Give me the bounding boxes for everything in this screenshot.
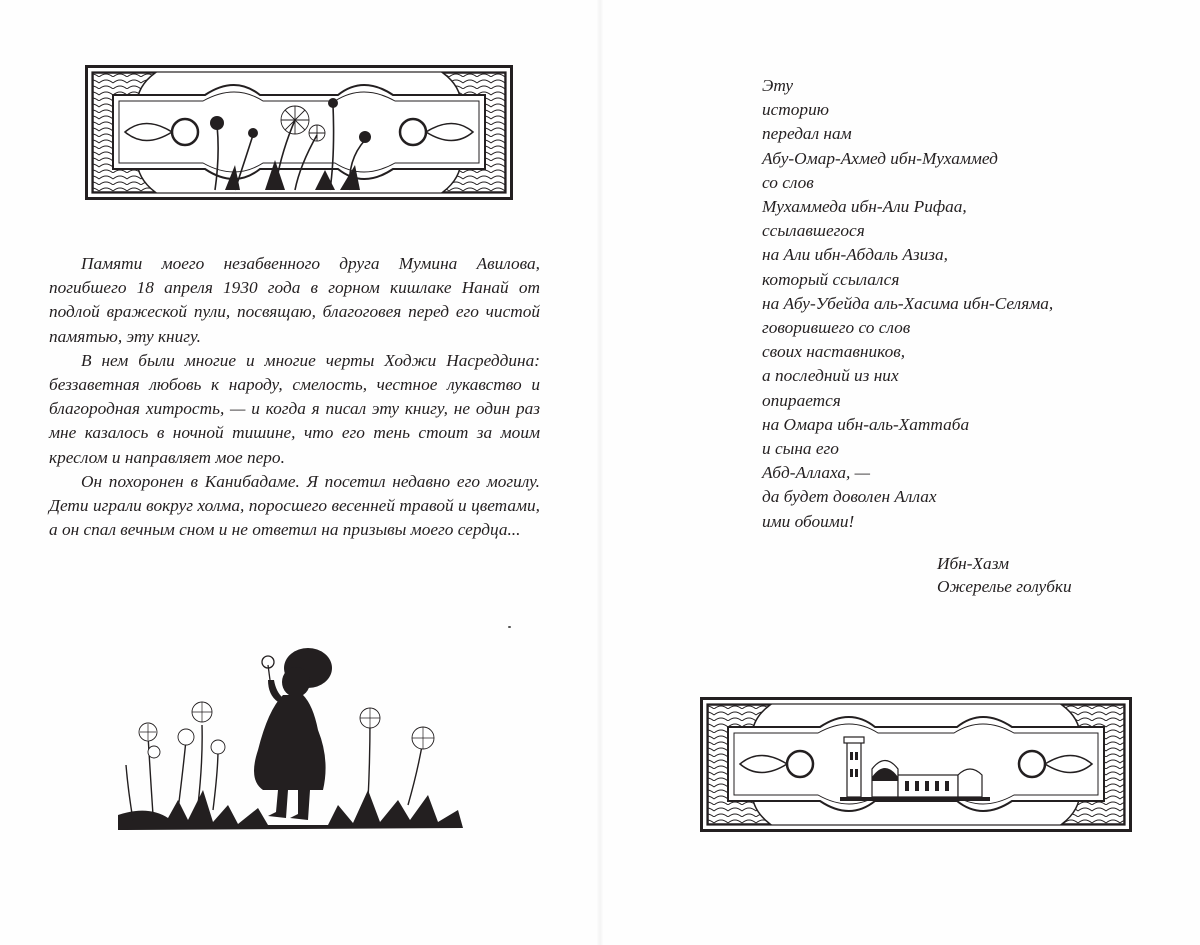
epigraph-line: говорившего со слов <box>762 318 911 338</box>
epigraph-line: Абд-Аллаха, — <box>762 463 871 483</box>
epigraph-line: со слов <box>762 172 814 192</box>
epigraph <box>762 74 1142 534</box>
print-speck <box>508 626 511 628</box>
epigraph-line: который ссылался <box>762 269 900 289</box>
epigraph-line: своих наставников, <box>762 342 906 362</box>
epigraph-attribution <box>937 552 1157 598</box>
epigraph-line: Эту <box>762 76 794 95</box>
dedication-text <box>49 252 540 542</box>
attribution-author: Ибн-Хазм <box>937 554 1010 573</box>
city-skyline-frame-icon <box>700 697 1132 832</box>
epigraph-line: опирается <box>762 390 841 410</box>
epigraph-line: а последний из них <box>762 366 899 386</box>
dedication-paragraph-3: Он похоронен в Канибадаме. Я посетил недавно его могилу. Дети играли вокруг холма, поросшего весенней травой и цветами, а он спал вечным сном и не ответил на призывы моего сердца... <box>49 471 540 540</box>
epigraph-line: передал нам <box>762 124 852 144</box>
dandelion-frame-icon <box>85 65 513 200</box>
epigraph-line: историю <box>762 100 829 120</box>
epigraph-line: Абу-Омар-Ахмед ибн-Мухаммед <box>762 148 998 168</box>
attribution-work: Ожерелье голубки <box>937 577 1072 596</box>
epigraph-line: на Абу-Убейда аль-Хасима ибн-Селяма, <box>762 293 1054 313</box>
epigraph-line: да будет доволен Аллах <box>762 487 937 507</box>
epigraph-line: Мухаммеда ибн-Али Рифаа, <box>762 197 967 217</box>
dedication-paragraph-1: Памяти моего незабвенного друга Мумина Авилова, погибшего 18 апреля 1930 года в горном кишлаке Нанай от подлой вражеской пули, посвящаю, благоговея перед его чистой памятью, эту книгу. <box>49 254 540 346</box>
epigraph-line: на Али ибн-Абдаль Азиза, <box>762 245 948 265</box>
dedication-paragraph-2: В нем были многие и многие черты Ходжи Насреддина: беззаветная любовь к народу, смелость, честное лукавство и благородная хитрость, — и когда я писал эту книгу, не один раз мне казалось в ночной тишине, что его тень стоит за моим креслом и направляет мое перо. <box>49 350 540 467</box>
epigraph-line: на Омара ибн-аль-Хаттаба <box>762 414 970 434</box>
epigraph-line: ссылавшегося <box>762 221 865 241</box>
book-gutter <box>596 0 604 945</box>
epigraph-line: и сына его <box>762 439 839 459</box>
epigraph-line: ими обоими! <box>762 511 855 531</box>
child-blowing-dandelion-icon <box>118 640 468 840</box>
